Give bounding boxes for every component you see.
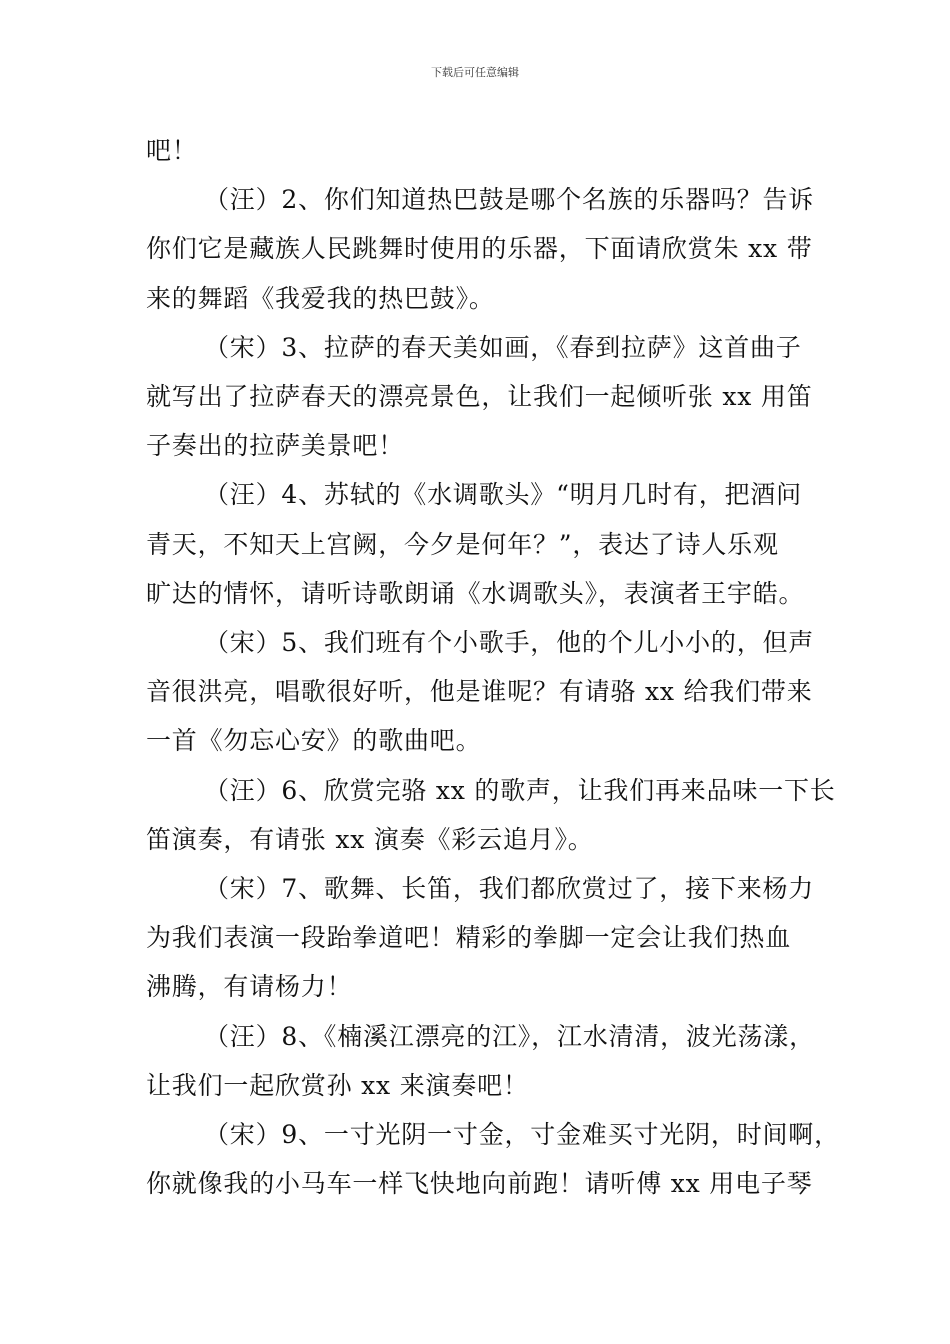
text-line-14: （汪）6、欣赏完骆 xx 的歌声，让我们再来品味一下长: [204, 775, 836, 805]
text-line-2: （汪）2、你们知道热巴鼓是哪个名族的乐器吗？告诉: [204, 185, 815, 215]
text-line-19: （汪）8、《楠溪江漂亮的江》，江水清清，波光荡漾，: [204, 1021, 815, 1051]
text-line-17: 为我们表演一段跆拳道吧！精彩的拳脚一定会让我们热血: [146, 923, 792, 953]
text-line-16: （宋）7、歌舞、长笛，我们都欣赏过了，接下来杨力: [204, 874, 815, 904]
text-line-6: 就写出了拉萨春天的漂亮景色，让我们一起倾听张 xx 用笛: [146, 382, 813, 412]
text-line-4: 来的舞蹈《我爱我的热巴鼓》。: [146, 283, 495, 313]
text-line-5: （宋）3、拉萨的春天美如画，《春到拉萨》这首曲子: [204, 332, 802, 362]
text-line-20: 让我们一起欣赏孙 xx 来演奏吧！: [146, 1070, 529, 1100]
text-line-3: 你们它是藏族人民跳舞时使用的乐器，下面请欣赏朱 xx 带: [146, 234, 813, 264]
document-body: [146, 126, 840, 1208]
text-line-21: （宋）9、一寸光阴一寸金，寸金难买寸光阴，时间啊，: [204, 1120, 840, 1150]
text-line-11: （宋）5、我们班有个小歌手，他的个儿小小的，但声: [204, 628, 815, 658]
text-line-8: （汪）4、苏轼的《水调歌头》“明月几时有，把酒问: [204, 480, 802, 510]
page-header: 下载后可任意编辑: [431, 66, 519, 79]
text-line-9: 青天，不知天上宫阙，今夕是何年？”，表达了诗人乐观: [146, 529, 779, 559]
text-line-18: 沸腾，有请杨力！: [146, 972, 353, 1002]
text-line-7: 子奏出的拉萨美景吧！: [146, 431, 405, 461]
text-line-1: 吧！: [146, 136, 198, 165]
text-line-10: 旷达的情怀，请听诗歌朗诵《水调歌头》，表演者王宇皓。: [146, 578, 805, 608]
text-line-15: 笛演奏，有请张 xx 演奏《彩云追月》。: [146, 824, 594, 854]
text-line-22: 你就像我的小马车一样飞快地向前跑！请听傅 xx 用电子琴: [146, 1169, 813, 1199]
text-line-12: 音很洪亮，唱歌很好听，他是谁呢？有请骆 xx 给我们带来: [146, 677, 813, 707]
text-line-13: 一首《勿忘心安》的歌曲吧。: [146, 726, 482, 756]
